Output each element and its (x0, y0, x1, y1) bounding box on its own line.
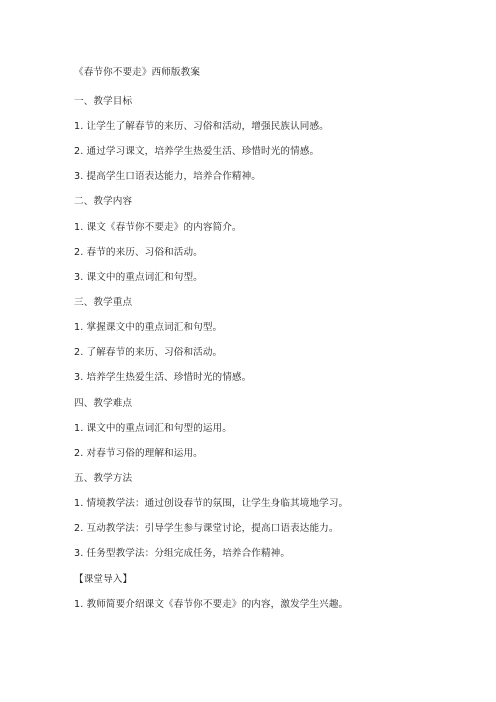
section-heading: 二、教学内容 (74, 196, 133, 207)
list-item: 3. 课文中的重点词汇和句型。 (74, 272, 203, 283)
list-item: 1. 课文中的重点词汇和句型的运用。 (74, 423, 232, 434)
section-heading: 一、教学目标 (74, 96, 133, 107)
list-item: 2. 通过学习课文，培养学生热爱生活、珍惜时光的情感。 (74, 146, 320, 157)
list-item: 2. 春节的来历、习俗和活动。 (74, 247, 203, 258)
list-item: 2. 了解春节的来历、习俗和活动。 (74, 347, 223, 358)
list-item: 2. 对春节习俗的理解和运用。 (74, 448, 203, 459)
section-heading: 【课堂导入】 (74, 574, 133, 585)
section-heading: 三、教学重点 (74, 297, 133, 308)
list-item: 1. 教师简要介绍课文《春节你不要走》的内容，激发学生兴趣。 (74, 599, 349, 610)
section-heading: 四、教学难点 (74, 398, 133, 409)
list-item: 3. 提高学生口语表达能力，培养合作精神。 (74, 171, 261, 182)
section-heading: 五、教学方法 (74, 473, 133, 484)
list-item: 1. 情境教学法：通过创设春节的氛围，让学生身临其境地学习。 (74, 498, 349, 509)
document-title: 《春节你不要走》西师版教案 (74, 67, 201, 78)
list-item: 1. 掌握课文中的重点词汇和句型。 (74, 322, 223, 333)
list-item: 2. 互动教学法：引导学生参与课堂讨论，提高口语表达能力。 (74, 523, 339, 534)
list-item: 1. 让学生了解春节的来历、习俗和活动，增强民族认同感。 (74, 121, 329, 132)
list-item: 3. 培养学生热爱生活、珍惜时光的情感。 (74, 372, 252, 383)
list-item: 1. 课文《春节你不要走》的内容简介。 (74, 222, 242, 233)
list-item: 3. 任务型教学法：分组完成任务，培养合作精神。 (74, 548, 291, 559)
